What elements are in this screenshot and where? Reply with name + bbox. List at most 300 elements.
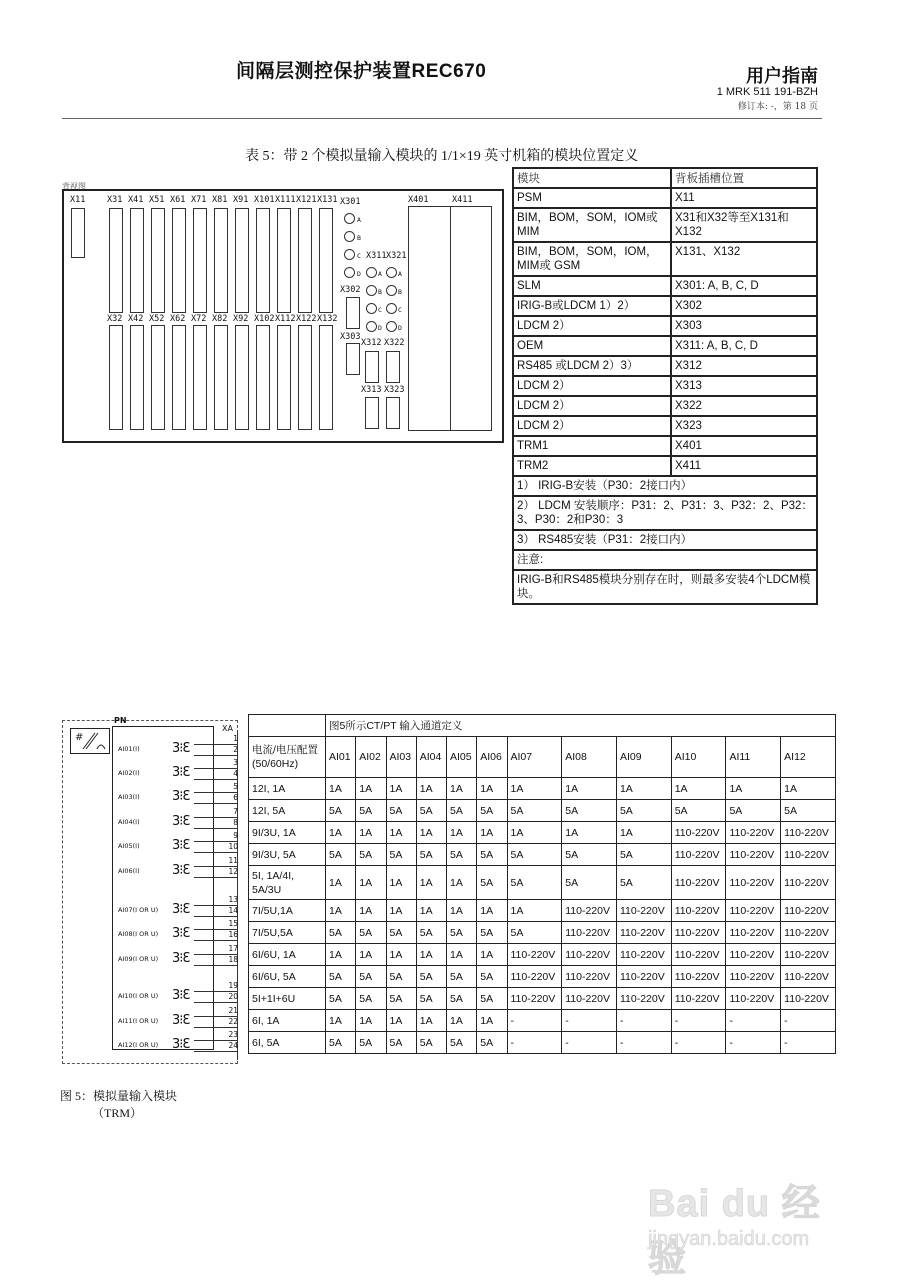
ct-column-header: AI07 [507,737,562,778]
terminal-pin: 15 [228,919,238,928]
config-cell: 5I+1I+6U [249,988,326,1010]
channel-value-cell: 110-220V [726,866,781,900]
channel-value-cell: 5A [562,844,617,866]
channel-value-cell: 5A [477,1032,507,1054]
slot-x323 [386,397,400,429]
channel-value-cell: 1A [447,900,477,922]
channel-value-cell: 5A [326,988,356,1010]
port-x321-c [386,303,397,314]
slot-label-top: X131 [317,195,338,205]
transformer-icon: 3⁝Ɛ [172,1013,190,1028]
channel-value-cell: 5A [356,922,386,944]
io-slot-top [277,208,291,313]
io-slot-top [193,208,207,313]
channel-value-cell: 110-220V [726,944,781,966]
table-row [513,436,817,456]
channel-value-cell: 110-220V [671,988,726,1010]
io-slot-bottom [214,325,228,430]
terminal-pin: 5 [233,782,238,791]
channel-value-cell: 1A [356,778,386,800]
channel-value-cell: 5A [447,922,477,944]
channel-value-cell: 110-220V [562,944,617,966]
channel-value-cell: 110-220V [781,900,836,922]
terminal-wire [194,828,238,829]
channel-value-cell: 5A [416,800,446,822]
port-letter: A [398,270,402,278]
table-note-row [513,496,817,530]
channel-value-cell: - [726,1010,781,1032]
config-cell: 6I, 1A [249,1010,326,1032]
terminal-wire [194,965,238,966]
rear-view-label: 背视图 [62,182,86,191]
channel-value-cell: 1A [386,1010,416,1032]
channel-value-cell: 5A [356,988,386,1010]
ct-column-header: AI05 [447,737,477,778]
table-row [513,456,817,476]
baidu-watermark [648,1150,828,1280]
table-note-row [513,570,817,604]
port-letter: C [378,306,382,314]
port-letter: C [357,252,361,260]
transformer-icon: 3⁝Ɛ [172,902,190,917]
channel-value-cell: - [781,1010,836,1032]
channel-value-cell: - [616,1032,671,1054]
ct-table-row [249,944,836,966]
channel-value-cell: 1A [477,944,507,966]
channel-value-cell: 5A [356,966,386,988]
table-row [513,296,817,316]
channel-value-cell: 5A [447,1032,477,1054]
channel-value-cell: 1A [326,944,356,966]
channel-value-cell: 5A [477,922,507,944]
io-slot-top [298,208,312,313]
slot-position-cell: X312 [671,356,817,376]
channel-value-cell: 5A [326,922,356,944]
channel-value-cell: 1A [447,944,477,966]
terminal-wire [194,1051,238,1052]
channel-value-cell: 110-220V [726,822,781,844]
document-title: 间隔层测控保护装置REC670 [236,61,487,82]
slot-label-top: X41 [128,195,144,205]
table-row [513,376,817,396]
terminal-wire [194,755,238,756]
ct-column-header: AI01 [326,737,356,778]
port-x301-b [344,231,355,242]
io-slot-bottom [298,325,312,430]
channel-value-cell: 5A [356,844,386,866]
transformer-icon: 3⁝Ɛ [172,863,190,878]
channel-value-cell: 110-220V [562,922,617,944]
channel-value-cell: 1A [356,866,386,900]
channel-value-cell: 1A [507,900,562,922]
channel-value-cell: - [507,1032,562,1054]
channel-value-cell: 110-220V [616,922,671,944]
channel-value-cell: 5A [386,844,416,866]
channel-value-cell: 1A [386,822,416,844]
channel-value-cell: 1A [562,822,617,844]
figure-caption-line2: （TRM） [92,1106,143,1120]
terminal-pin: 10 [228,842,238,851]
channel-value-cell: 1A [671,778,726,800]
channel-value-cell: - [562,1010,617,1032]
io-slot-bottom [277,325,291,430]
channel-value-cell: 110-220V [781,944,836,966]
slot-x411 [450,206,492,431]
channel-value-cell: 1A [326,1010,356,1032]
terminal-pin: 23 [228,1030,238,1039]
io-slot-bottom [172,325,186,430]
slot-label-x11: X11 [70,195,86,205]
module-cell: TRM1 [513,436,671,456]
ct-pt-channel-table [248,714,836,1054]
channel-value-cell: 1A [447,1010,477,1032]
port-letter: D [378,324,382,332]
ct-table-title: 图5所示CT/PT 输入通道定义 [326,715,836,737]
channel-value-cell: 110-220V [671,844,726,866]
channel-value-cell: 5A [386,922,416,944]
channel-label: AI08(I OR U) [118,930,159,938]
channel-value-cell: 1A [416,866,446,900]
port-letter: C [398,306,402,314]
table-note-row [513,530,817,550]
channel-value-cell: 110-220V [562,900,617,922]
channel-value-cell: 5A [616,844,671,866]
channel-value-cell: 1A [326,778,356,800]
module-cell: OEM [513,336,671,356]
watermark-brand: Bai du 经验 [648,1183,821,1280]
channel-value-cell: - [562,1032,617,1054]
io-slot-top [151,208,165,313]
channel-label: AI11(I OR U) [118,1017,159,1025]
channel-value-cell: 1A [416,778,446,800]
slot-label-x302: X302 [340,285,361,295]
io-slot-bottom [193,325,207,430]
module-cell: PSM [513,188,671,208]
slot-label-bottom: X112 [275,314,296,324]
channel-value-cell: 1A [477,1010,507,1032]
channel-value-cell: 5A [507,844,562,866]
channel-value-cell: 110-220V [562,988,617,1010]
ct-table-row [249,866,836,900]
slot-label-x313: X313 [361,385,382,395]
io-slot-bottom [109,325,123,430]
channel-value-cell: 1A [507,822,562,844]
module-cell: LDCM 2） [513,316,671,336]
io-slot-bottom [151,325,165,430]
channel-value-cell: 5A [562,800,617,822]
ct-column-header: AI02 [356,737,386,778]
channel-value-cell: 1A [416,900,446,922]
channel-label: AI12(I OR U) [118,1041,159,1049]
transformer-icon: 3⁝Ɛ [172,741,190,756]
slot-position-cell: X401 [671,436,817,456]
channel-value-cell: 1A [386,900,416,922]
slot-label-top: X101 [254,195,275,205]
channel-label: AI03(I) [118,793,140,801]
channel-value-cell: 110-220V [726,900,781,922]
transformer-icon: 3⁝Ɛ [172,1037,190,1052]
io-slot-bottom [319,325,333,430]
port-x321-a [386,267,397,278]
table-row [513,208,817,242]
port-letter: B [398,288,402,296]
channel-value-cell: 5A [447,988,477,1010]
ct-table-row [249,778,836,800]
channel-value-cell: - [507,1010,562,1032]
io-slot-top [130,208,144,313]
channel-label: AI06(I) [118,867,140,875]
pn-label: PN [114,716,127,725]
channel-value-cell: 110-220V [781,822,836,844]
config-cell: 5I, 1A/4I, 5A/3U [249,866,326,900]
port-letter: D [398,324,402,332]
config-cell: 12I, 1A [249,778,326,800]
channel-value-cell: 110-220V [726,988,781,1010]
terminal-wire [194,1027,238,1028]
slot-x303 [346,343,360,375]
terminal-wire [194,803,238,804]
channel-value-cell: 1A [477,900,507,922]
module-cell: SLM [513,276,671,296]
slot-label-x301: X301 [340,197,361,207]
slot-label-top: X71 [191,195,207,205]
transformer-icon: 3⁝Ɛ [172,951,190,966]
terminal-pin: 2 [233,745,238,754]
figure-caption [60,1088,177,1122]
ct-table-row [249,966,836,988]
terminal-pin: 14 [228,906,238,915]
channel-value-cell: 5A [507,866,562,900]
channel-value-cell: 110-220V [726,966,781,988]
slot-x312 [365,351,379,383]
channel-value-cell: 5A [477,844,507,866]
terminal-pin: 1 [233,734,238,743]
io-slot-top [235,208,249,313]
terminal-wire [194,852,238,853]
channel-label: AI02(I) [118,769,140,777]
channel-value-cell: 5A [562,866,617,900]
header-slot: 背板插槽位置 [671,168,817,188]
terminal-pin: 24 [228,1041,238,1050]
port-x321-b [386,285,397,296]
channel-label: AI05(I) [118,842,140,850]
terminal-pin: 22 [228,1017,238,1026]
port-x301-d [344,267,355,278]
ct-table-row [249,844,836,866]
slot-x11 [71,208,85,258]
config-cell: 6I/6U, 5A [249,966,326,988]
table-note: 3） RS485安装（P31：2接口内） [513,530,817,550]
ct-table-row [249,988,836,1010]
channel-value-cell: - [781,1032,836,1054]
module-position-table [512,167,818,605]
terminal-pin: 12 [228,867,238,876]
slot-x313 [365,397,379,429]
ct-table-row [249,1032,836,1054]
port-x311-a [366,267,377,278]
module-cell: BIM，BOM，SOM，IOM，MIM或 GSM [513,242,671,276]
channel-value-cell: 5A [726,800,781,822]
terminal-pin: 20 [228,992,238,1001]
terminal-wire [194,877,238,878]
slot-label-top: X111 [275,195,296,205]
slot-label-x401: X401 [408,195,429,205]
terminal-wire [194,940,238,941]
io-slot-bottom [130,325,144,430]
channel-value-cell: 1A [447,866,477,900]
channel-value-cell: 110-220V [507,988,562,1010]
transformer-icon: 3⁝Ɛ [172,765,190,780]
channel-value-cell: 110-220V [671,866,726,900]
module-cell: LDCM 2） [513,376,671,396]
channel-value-cell: 5A [356,1032,386,1054]
channel-value-cell: 5A [477,800,507,822]
channel-value-cell: 5A [386,988,416,1010]
ct-column-header: AI04 [416,737,446,778]
io-slot-top [172,208,186,313]
channel-value-cell: 110-220V [616,944,671,966]
channel-value-cell: 110-220V [781,922,836,944]
slot-position-cell: X303 [671,316,817,336]
slot-label-top: X61 [170,195,186,205]
channel-value-cell: 110-220V [781,988,836,1010]
chassis-rear-view-diagram [62,189,504,443]
slot-x401 [408,206,451,431]
module-cell: LDCM 2） [513,396,671,416]
channel-value-cell: - [616,1010,671,1032]
ct-title-row [249,715,836,737]
watermark-url: jingyan.baidu.com [648,1228,810,1250]
port-letter: B [378,288,382,296]
module-cell: TRM2 [513,456,671,476]
channel-value-cell: 5A [356,800,386,822]
header-divider [62,118,822,119]
slot-label-x312: X312 [361,338,382,348]
channel-value-cell: 110-220V [671,944,726,966]
table-row [513,336,817,356]
ct-empty-corner [249,715,326,737]
io-slot-top [319,208,333,313]
ct-column-header: AI03 [386,737,416,778]
channel-value-cell: 5A [507,922,562,944]
ct-table-row [249,822,836,844]
channel-value-cell: 1A [447,778,477,800]
channel-value-cell: 110-220V [726,844,781,866]
module-cell: RS485 或LDCM 2）3） [513,356,671,376]
config-cell: 7I/5U,1A [249,900,326,922]
port-letter: A [357,216,361,224]
slot-label-x311: X311 [366,251,387,261]
terminal-pin: 8 [233,818,238,827]
terminal-pin: 16 [228,930,238,939]
channel-value-cell: 5A [447,800,477,822]
config-cell: 12I, 5A [249,800,326,822]
terminal-pin: 19 [228,981,238,990]
channel-value-cell: 1A [356,822,386,844]
channel-value-cell: 5A [781,800,836,822]
module-cell: IRIG-B或LDCM 1）2） [513,296,671,316]
io-slot-top [214,208,228,313]
channel-value-cell: 1A [447,822,477,844]
transformer-icon: 3⁝Ɛ [172,814,190,829]
ct-row-header: 电流/电压配置 (50/60Hz) [249,737,326,778]
channel-value-cell: 5A [386,966,416,988]
user-guide-label: 用户指南 [746,66,818,86]
table-note: 1） IRIG-B安装（P30：2接口内） [513,476,817,496]
channel-value-cell: 5A [616,800,671,822]
table-row [513,356,817,376]
slot-position-cell: X31和X32等至X131和X132 [671,208,817,242]
slot-label-bottom: X92 [233,314,249,324]
table-row [513,188,817,208]
terminal-pin: 6 [233,793,238,802]
xa-label: XA [222,724,233,733]
trm-schematic [60,716,238,1068]
channel-value-cell: 110-220V [781,966,836,988]
figure-caption-line1: 图 5：模拟量输入模块 [60,1089,178,1103]
channel-value-cell: 110-220V [781,844,836,866]
channel-value-cell: 110-220V [671,966,726,988]
channel-value-cell: 5A [477,988,507,1010]
terminal-pin: 3 [233,758,238,767]
table-row [513,416,817,436]
terminal-wire [194,916,238,917]
slot-label-top: X31 [107,195,123,205]
channel-value-cell: 1A [507,778,562,800]
channel-value-cell: 5A [507,800,562,822]
ct-table-row [249,922,836,944]
slot-label-bottom: X102 [254,314,275,324]
slot-position-cell: X322 [671,396,817,416]
table-header-row [513,168,817,188]
channel-value-cell: - [671,1032,726,1054]
slot-position-cell: X313 [671,376,817,396]
module-cell: BIM，BOM，SOM，IOM或MIM [513,208,671,242]
slot-label-top: X91 [233,195,249,205]
io-slot-bottom [256,325,270,430]
channel-value-cell: 1A [616,778,671,800]
config-cell: 6I, 5A [249,1032,326,1054]
converter-symbol-icon [70,728,110,754]
ct-column-header: AI11 [726,737,781,778]
channel-value-cell: 1A [356,900,386,922]
slot-label-bottom: X62 [170,314,186,324]
slot-label-x303: X303 [340,332,361,342]
table-row [513,396,817,416]
port-letter: D [357,270,361,278]
slot-label-bottom: X132 [317,314,338,324]
slot-x302 [346,297,360,329]
ct-column-header: AI06 [477,737,507,778]
channel-value-cell: 5A [447,966,477,988]
channel-value-cell: - [671,1010,726,1032]
channel-value-cell: 1A [781,778,836,800]
channel-value-cell: 5A [447,844,477,866]
channel-label: AI10(I OR U) [118,992,159,1000]
terminal-pin: 9 [233,831,238,840]
slot-position-cell: X302 [671,296,817,316]
port-x301-a [344,213,355,224]
channel-value-cell: 1A [562,778,617,800]
ct-column-header: AI09 [616,737,671,778]
terminal-wire [194,1002,238,1003]
channel-value-cell: 5A [616,866,671,900]
terminal-pin: 17 [228,944,238,953]
channel-value-cell: 1A [477,822,507,844]
ct-table-row [249,900,836,922]
slot-label-top: X121 [296,195,317,205]
io-slot-bottom [235,325,249,430]
